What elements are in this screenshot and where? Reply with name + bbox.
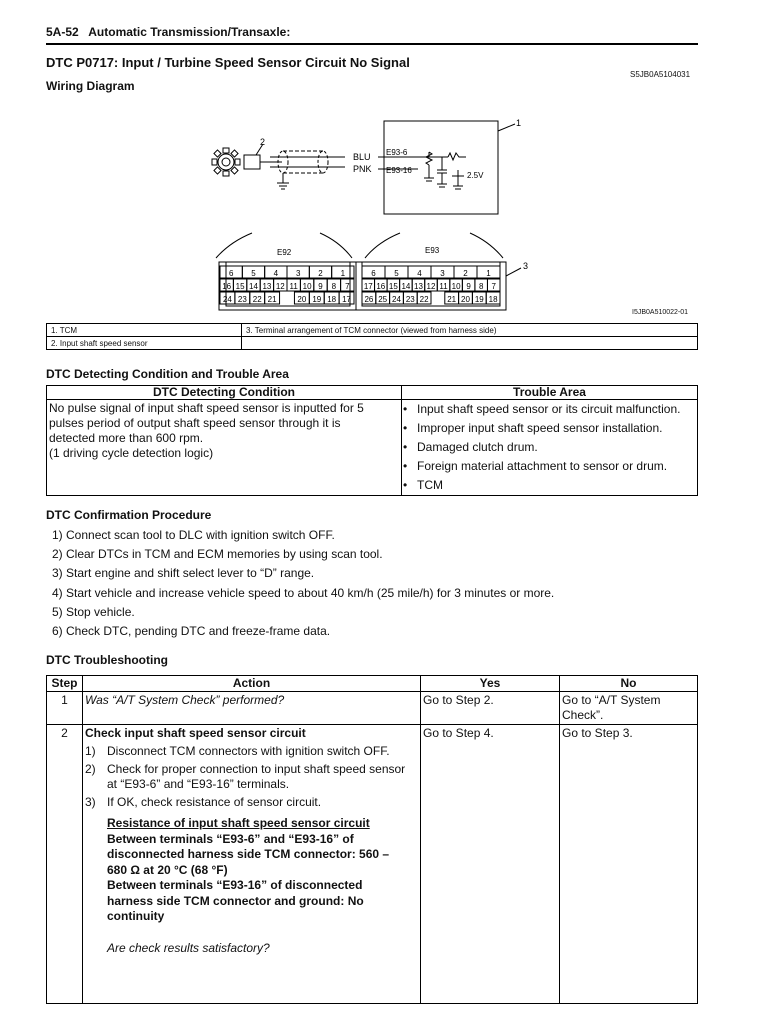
terminal-number: 14 — [249, 282, 258, 291]
terminal-number: 2 — [318, 269, 323, 278]
confirmation-step: 2) Clear DTCs in TCM and ECM memories by using scan tool. — [52, 547, 383, 562]
terminal-number: 7 — [345, 282, 350, 291]
troubleshooting-table — [46, 675, 698, 1004]
terminal-number: 21 — [267, 295, 277, 304]
terminal-number: 22 — [419, 295, 429, 304]
terminal-number: 25 — [378, 295, 388, 304]
document-code: S5JB0A5104031 — [630, 70, 691, 79]
terminal-number: 15 — [235, 282, 245, 291]
step-yes: Go to Step 4. — [421, 725, 560, 1004]
condition-line: No pulse signal of input shaft speed sensor is inputted for 5 — [49, 401, 364, 415]
connector-e93-terminals — [362, 266, 500, 304]
step-no-line: Check”. — [562, 708, 604, 722]
condition-line: pulses period of output shaft speed sensor through it is — [49, 416, 341, 430]
condition-table — [46, 385, 698, 496]
terminal-number: 4 — [273, 269, 279, 278]
substep — [85, 744, 418, 759]
step-title: Check input shaft speed sensor circuit — [85, 726, 306, 740]
callout-3: 3 — [523, 261, 529, 271]
terminal-number: 18 — [327, 295, 337, 304]
terminal-number: 4 — [417, 269, 422, 278]
terminal-number: 16 — [222, 282, 232, 291]
terminal-number: 12 — [275, 282, 285, 291]
callout-1: 1 — [516, 118, 522, 128]
step-number: 1 — [47, 692, 83, 725]
terminal-number: 11 — [439, 282, 448, 291]
terminal-number: 3 — [295, 269, 301, 278]
terminal-number: 17 — [363, 282, 373, 291]
terminal-number: 10 — [302, 282, 312, 291]
terminal-number: 12 — [426, 282, 436, 291]
step-yes: Go to Step 2. — [421, 692, 560, 725]
step-no — [560, 692, 698, 725]
terminal-number: 6 — [228, 269, 234, 278]
step-no-line: Go to “A/T System — [562, 693, 661, 707]
connector-e92-terminals — [220, 266, 354, 304]
terminal-number: 24 — [392, 295, 401, 304]
connector-e92-label: E92 — [277, 248, 292, 257]
legend-row — [47, 324, 698, 337]
terminal-number: 19 — [312, 295, 322, 304]
legend-item-1: 1. TCM — [47, 324, 242, 337]
terminal-number: 2 — [463, 269, 468, 278]
condition-column-header: DTC Detecting Condition — [47, 386, 402, 400]
trouble-area-list — [402, 400, 698, 496]
terminal-number: 13 — [414, 282, 423, 291]
terminal-number: 10 — [451, 282, 461, 291]
callout-2: 2 — [260, 137, 266, 147]
substep-text: If OK, check resistance of sensor circuit. — [107, 795, 322, 809]
terminal-number: 1 — [340, 269, 346, 278]
terminal-number: 8 — [478, 282, 484, 291]
substep-line: Check for proper connection to input shaft speed sensor — [107, 762, 406, 776]
substep — [85, 762, 418, 792]
terminal-number: 24 — [222, 295, 232, 304]
spec-line: Between terminals “E93-16” of disconnected — [107, 878, 363, 892]
voltage-label: 2.5V — [467, 171, 484, 180]
section-title: Automatic Transmission/Transaxle: — [88, 25, 291, 39]
confirmation-step: 3) Start engine and shift select lever to “D” range. — [52, 566, 315, 581]
speed-sensor-body — [244, 155, 260, 169]
check-question: Are check results satisfactory? — [107, 940, 270, 955]
terminal-number: 5 — [251, 269, 256, 278]
action-column-header: Action — [83, 676, 421, 692]
step-action — [83, 725, 421, 1004]
spec-line: disconnected harness side TCM connector: 560 – — [107, 847, 390, 861]
terminal-number: 20 — [461, 295, 470, 304]
wiring-diagram-heading: Wiring Diagram — [46, 79, 135, 93]
page-number: 5A-52 — [46, 25, 79, 39]
terminal-number: 9 — [318, 282, 323, 291]
trouble-area-item: • Input shaft speed sensor or its circuit malfunction. — [402, 400, 697, 419]
spec-line: Between terminals “E93-6” and “E93-16” of — [107, 831, 354, 846]
trouble-area-item: • Damaged clutch drum. — [402, 438, 697, 457]
terminal-number: 8 — [331, 282, 337, 291]
legend-item-3: 3. Terminal arrangement of TCM connector (viewed from harness side) — [242, 324, 698, 337]
specification — [107, 816, 418, 925]
detecting-condition — [47, 400, 402, 496]
terminal-e93-6: E93-6 — [386, 148, 408, 157]
confirmation-step: 1) Connect scan tool to DLC with ignition switch OFF. — [52, 528, 335, 542]
terminal-number: 21 — [447, 295, 457, 304]
condition-heading: DTC Detecting Condition and Trouble Area — [46, 367, 289, 381]
condition-line: detected more than 600 rpm. — [49, 431, 204, 445]
legend-table — [46, 323, 698, 350]
legend-empty — [242, 337, 698, 350]
substep-text — [107, 762, 405, 792]
terminal-number: 22 — [252, 295, 262, 304]
page-title: DTC P0717: Input / Turbine Speed Sensor Circuit No Signal — [46, 55, 410, 70]
terminal-number: 17 — [342, 295, 352, 304]
terminal-number: 6 — [371, 269, 376, 278]
confirmation-heading: DTC Confirmation Procedure — [46, 508, 212, 522]
step-no: Go to Step 3. — [560, 725, 698, 1004]
terminal-number: 13 — [262, 282, 272, 291]
terminal-number: 16 — [376, 282, 386, 291]
spec-line: 680 Ω at 20 °C (68 °F) — [107, 862, 228, 877]
substep-line: at “E93-6” and “E93-16” terminals. — [107, 777, 290, 791]
legend-item-2: 2. Input shaft speed sensor — [47, 337, 242, 350]
wire-color-blu: BLU — [353, 152, 371, 162]
yes-column-header: Yes — [421, 676, 560, 692]
confirmation-step: 4) Start vehicle and increase vehicle speed to about 40 km/h (25 mile/h) for 3 minutes or more. — [52, 585, 555, 600]
terminal-number: 5 — [394, 269, 399, 278]
step-number: 2 — [47, 725, 83, 1004]
wire-color-pnk: PNK — [353, 164, 372, 174]
connector-e93-label: E93 — [425, 246, 440, 255]
spec-line: harness side TCM connector and ground: No — [107, 893, 364, 908]
terminal-number: 19 — [474, 295, 484, 304]
terminal-number: 7 — [491, 282, 496, 291]
terminal-number: 23 — [237, 295, 247, 304]
confirmation-step: 6) Check DTC, pending DTC and freeze-frame data. — [52, 623, 331, 638]
confirmation-step: 5) Stop vehicle. — [52, 604, 135, 619]
terminal-number: 9 — [466, 282, 471, 291]
figure-code: I5JB0A510022-01 — [632, 309, 689, 316]
substep — [85, 795, 418, 810]
terminal-number: 20 — [297, 295, 307, 304]
substep-number: 3) — [85, 795, 96, 809]
trouble-area-item: • Foreign material attachment to sensor or drum. — [402, 457, 697, 476]
trouble-area-column-header: Trouble Area — [402, 386, 698, 400]
confirmation-steps — [52, 526, 554, 641]
condition-line: (1 driving cycle detection logic) — [49, 446, 214, 460]
table-row — [47, 692, 698, 725]
terminal-number: 1 — [486, 269, 491, 278]
no-column-header: No — [560, 676, 698, 692]
terminal-e93-16: E93-16 — [386, 166, 412, 175]
terminal-number: 18 — [488, 295, 498, 304]
step-column-header: Step — [47, 676, 83, 692]
troubleshooting-heading: DTC Troubleshooting — [46, 653, 168, 667]
callout-1-leader — [498, 124, 515, 131]
step-action: Was “A/T System Check” performed? — [83, 692, 421, 725]
substep-number: 1) — [85, 744, 96, 758]
sensor-gear-icon — [212, 148, 240, 176]
terminal-number: 23 — [405, 295, 415, 304]
terminal-number: 11 — [289, 282, 298, 291]
terminal-number: 26 — [364, 295, 374, 304]
terminal-number: 3 — [440, 269, 445, 278]
wiring-diagram — [0, 0, 768, 330]
table-row — [47, 725, 698, 1004]
legend-row — [47, 337, 698, 350]
spec-line: continuity — [107, 909, 165, 923]
trouble-area-item: • TCM — [402, 476, 697, 495]
substep-text: Disconnect TCM connectors with ignition switch OFF. — [107, 744, 390, 758]
spec-title: Resistance of input shaft speed sensor circuit — [107, 816, 370, 830]
trouble-area-item: • Improper input shaft speed sensor installation. — [402, 419, 697, 438]
terminal-number: 15 — [388, 282, 398, 291]
substep-number: 2) — [85, 762, 96, 776]
terminal-number: 14 — [401, 282, 411, 291]
